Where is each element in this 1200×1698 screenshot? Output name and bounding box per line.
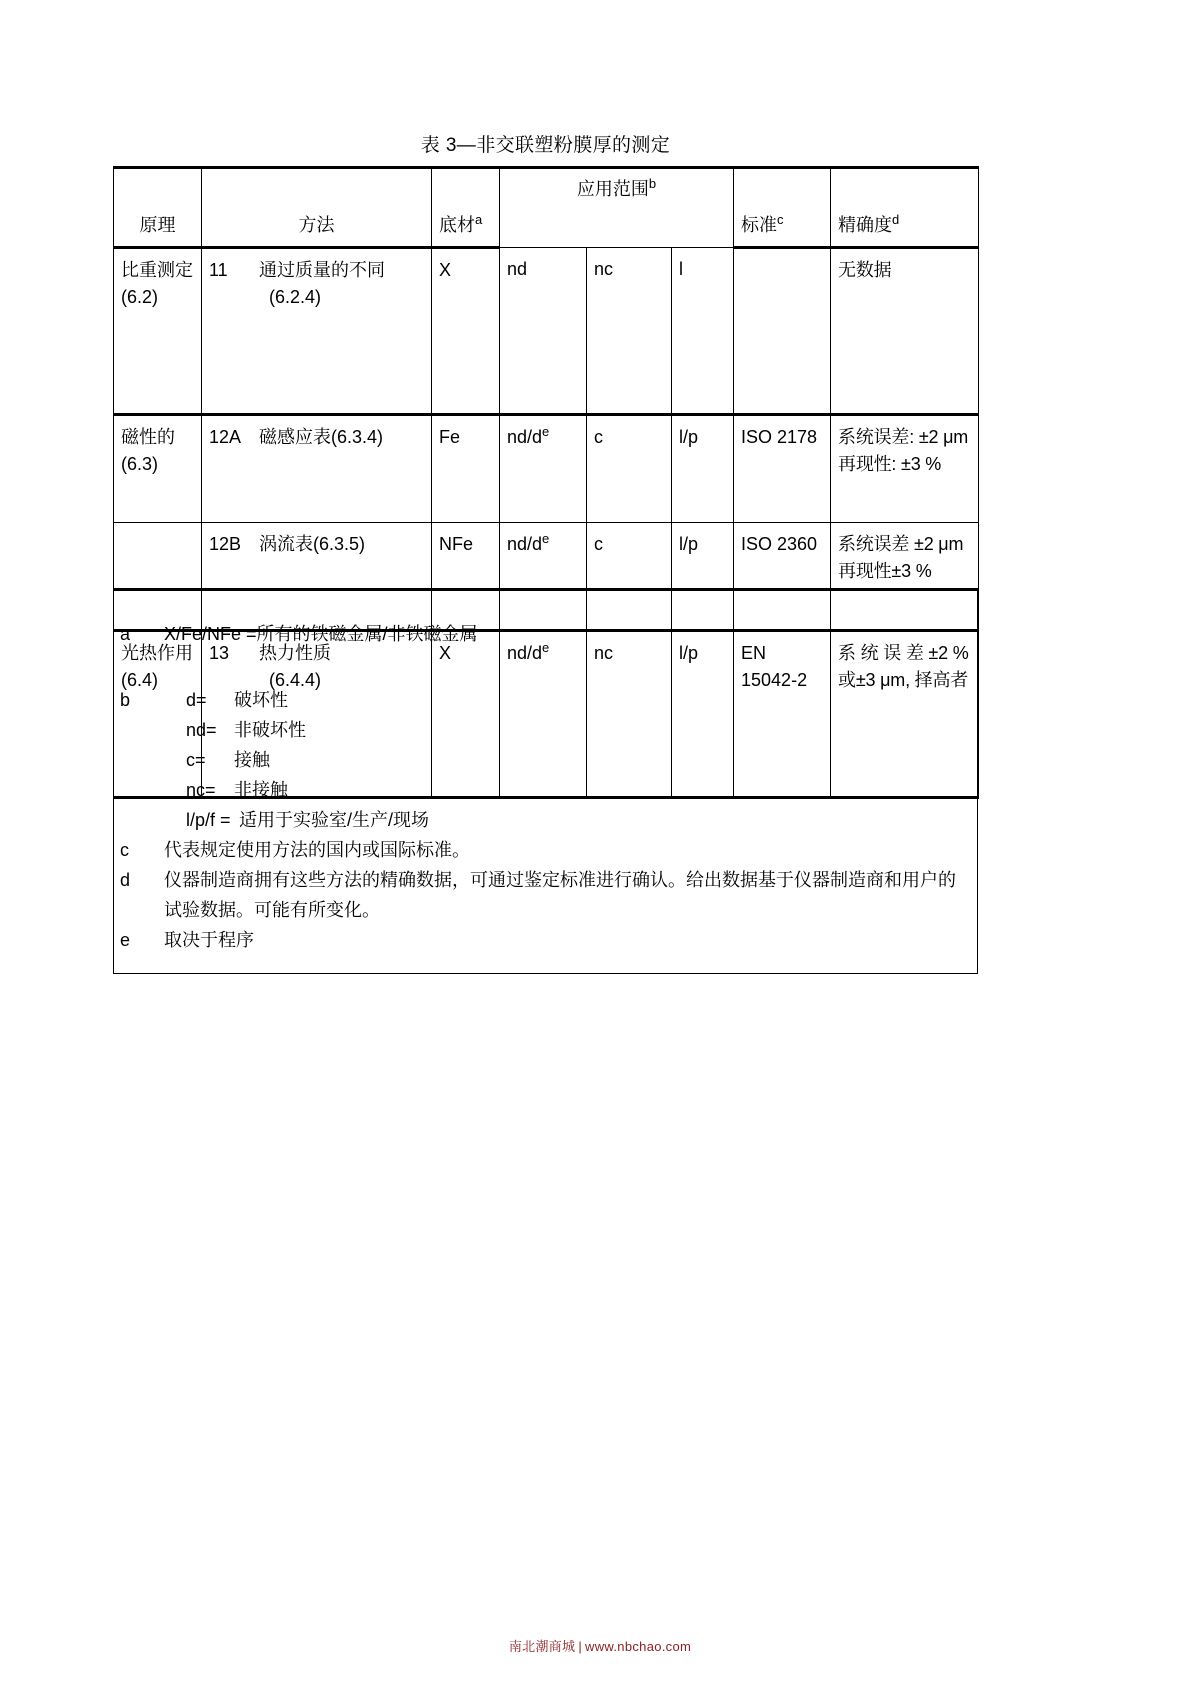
cell-accuracy <box>831 248 979 415</box>
footnote-b-item <box>164 685 961 715</box>
accuracy-line-2: 或±3 μm, 择高者 <box>838 670 969 690</box>
cell-scope-contact: c <box>587 415 672 523</box>
watermark-separator: | <box>578 1639 583 1654</box>
footnote-b-item-value: 适用于实验室/生产/现场 <box>239 810 430 830</box>
accuracy-line-2: 再现性: ±3 % <box>838 454 942 474</box>
footnote-b-item-key: c= <box>186 750 206 770</box>
footnote-b <box>120 685 961 835</box>
footnote-b-item-key: d= <box>186 690 207 710</box>
column-header-method: 方法 <box>202 168 432 248</box>
accuracy-line-1: 无数据 <box>838 260 892 280</box>
method-name: 热力性质 <box>259 643 331 663</box>
cell-scope-destructiveness: nd <box>500 248 587 415</box>
column-header-principle: 原理 <box>114 168 202 248</box>
table-row <box>114 248 979 415</box>
footnote-a <box>120 619 961 649</box>
footnote-marker-d: d <box>892 212 900 227</box>
column-header-standard: 标准$^c$ <box>734 168 831 248</box>
accuracy-line-1: 系 统 误 差 ±2 % <box>838 643 969 663</box>
footnote-marker-b: b <box>648 176 657 191</box>
footnote-b-item-value: 非破坏性 <box>234 720 306 740</box>
cell-scope-usage: l/p <box>672 631 734 798</box>
footnote-b-item <box>164 805 961 835</box>
accuracy-line-1: 系统误差 ±2 μm <box>838 534 964 554</box>
footnote-b-item <box>164 745 961 775</box>
accuracy-line-2: 再现性±3 % <box>838 561 932 581</box>
method-number: 12A <box>209 427 242 447</box>
principle-name: 比重测定 <box>121 260 193 280</box>
footnotes-block <box>113 588 978 974</box>
method-number: 11 <box>209 260 228 280</box>
cell-substrate: NFe <box>432 523 500 631</box>
method-number: 12B <box>209 534 242 554</box>
footnote-b-item-key: l/p/f = <box>186 810 231 830</box>
principle-name: 光热作用 <box>121 643 193 663</box>
column-header-scope: 应用范围$^b$ <box>500 168 734 248</box>
footnote-c-text: 代表规定使用方法的国内或国际标准。 <box>164 840 470 860</box>
cell-scope-destructiveness: $nd/d^e$ <box>500 631 587 798</box>
footnote-d-text: 仪器制造商拥有这些方法的精确数据，可通过鉴定标准进行确认。给出数据基于仪器制造商和用户的试验数据。可能有所变化。 <box>164 870 956 920</box>
cell-scope-destructiveness: $nd/d^e$ <box>500 523 587 631</box>
watermark-site-name: 南北潮商城 <box>508 1639 576 1654</box>
footnote-marker-e: e <box>542 640 550 655</box>
cell-standard: ISO 2360 <box>734 523 831 631</box>
cell-standard <box>734 248 831 415</box>
footnote-d <box>120 865 961 925</box>
cell-scope-contact: nc <box>587 248 672 415</box>
footnote-c <box>120 835 961 865</box>
footnote-spacer <box>120 649 961 685</box>
method-ref: (6.4.4) <box>269 670 322 690</box>
table-row <box>114 415 979 523</box>
cell-scope-contact: nc <box>587 631 672 798</box>
standard-line-1: EN <box>741 643 767 663</box>
footnote-marker-c: c <box>777 212 784 227</box>
footnote-b-item-value: 破坏性 <box>234 690 288 710</box>
cell-method <box>202 415 432 523</box>
cell-standard: ISO 2178 <box>734 415 831 523</box>
column-header-accuracy: 精确度$^d$ <box>831 168 979 248</box>
method-number: 13 <box>209 643 230 663</box>
cell-principle <box>114 248 202 415</box>
footnote-c-marker: c <box>120 840 129 860</box>
cell-principle <box>114 415 202 523</box>
footnote-marker-e: e <box>542 424 550 439</box>
footnote-d-marker: d <box>120 870 131 890</box>
method-name: 涡流表(6.3.5) <box>259 534 366 554</box>
watermark <box>0 1636 1200 1655</box>
footnote-e-marker: e <box>120 930 131 950</box>
footnote-a-marker: a <box>120 624 131 644</box>
cell-scope-usage: l/p <box>672 415 734 523</box>
footnote-a-text: X/Fe/NFe =所有的铁磁金属/非铁磁金属 <box>164 624 478 644</box>
column-header-substrate: 底材$^a$ <box>432 168 500 248</box>
table-header-row <box>114 168 979 248</box>
footnote-b-item <box>164 775 961 805</box>
footnote-b-item-key: nd= <box>186 720 217 740</box>
cell-substrate: X <box>432 248 500 415</box>
standard-line-2: 15042-2 <box>741 670 808 690</box>
cell-method <box>202 248 432 415</box>
cell-scope-destructiveness: $nd/d^e$ <box>500 415 587 523</box>
principle-ref: (6.4) <box>121 670 159 690</box>
footnote-marker-a: a <box>475 212 483 227</box>
watermark-url: www.nbchao.com <box>585 1639 692 1654</box>
footnote-b-item-value: 非接触 <box>234 780 288 800</box>
method-name: 磁感应表(6.3.4) <box>259 427 384 447</box>
cell-scope-contact: c <box>587 523 672 631</box>
footnote-b-item-value: 接触 <box>234 750 270 770</box>
cell-substrate: X <box>432 631 500 798</box>
cell-substrate: Fe <box>432 415 500 523</box>
method-ref: (6.2.4) <box>269 287 322 307</box>
cell-scope-usage: l/p <box>672 523 734 631</box>
footnote-b-item <box>164 715 961 745</box>
footnote-b-marker: b <box>120 690 131 710</box>
footnote-b-item-key: nc= <box>186 780 216 800</box>
accuracy-line-1: 系统误差: ±2 μm <box>838 427 969 447</box>
principle-ref: (6.3) <box>121 454 159 474</box>
page-title: 表 3—非交联塑粉膜厚的测定 <box>420 135 671 156</box>
principle-name: 磁性的 <box>121 427 175 447</box>
footnote-e <box>120 925 961 955</box>
footnote-b-list <box>164 685 961 835</box>
principle-ref: (6.2) <box>121 287 159 307</box>
cell-scope-usage: l <box>672 248 734 415</box>
cell-accuracy <box>831 415 979 523</box>
footnote-e-text: 取决于程序 <box>164 930 254 950</box>
method-name: 通过质量的不同 <box>259 260 385 280</box>
footnote-marker-e: e <box>542 531 550 546</box>
